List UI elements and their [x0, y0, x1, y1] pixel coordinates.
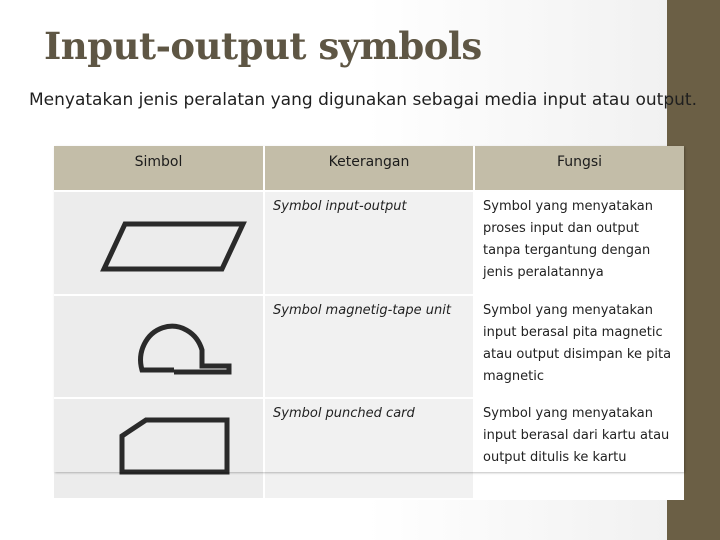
table-row: [54, 191, 684, 295]
description-cell: Symbol punched card: [264, 398, 474, 499]
magnetic-tape-icon: [62, 300, 272, 389]
symbol-cell: [54, 191, 264, 295]
slide-subtitle: Menyatakan jenis peralatan yang digunakan sebagai media input atau output.: [29, 90, 697, 110]
header-symbol: Simbol: [54, 146, 264, 191]
function-cell: Symbol yang menyatakan input berasal dari kartu atau output ditulis ke kartu: [474, 398, 684, 499]
description-cell: Symbol magnetig-tape unit: [264, 295, 474, 398]
punched-card-icon: [62, 403, 272, 490]
table-row: [54, 295, 684, 398]
function-cell: Symbol yang menyatakan proses input dan output tanpa tergantung dengan jenis peralatannya: [474, 191, 684, 295]
parallelogram-input-output-icon: [62, 196, 272, 286]
description-cell: Symbol input-output: [264, 191, 474, 295]
symbol-table: [54, 146, 684, 500]
function-cell: Symbol yang menyatakan input berasal pita magnetic atau output disimpan ke pita magnetic: [474, 295, 684, 398]
symbol-cell: [54, 295, 264, 398]
slide-title: Input-output symbols: [44, 24, 482, 68]
header-function: Fungsi: [474, 146, 684, 191]
header-description: Keterangan: [264, 146, 474, 191]
table-row: [54, 398, 684, 499]
table-header-row: [54, 146, 684, 191]
symbol-cell: [54, 398, 264, 499]
